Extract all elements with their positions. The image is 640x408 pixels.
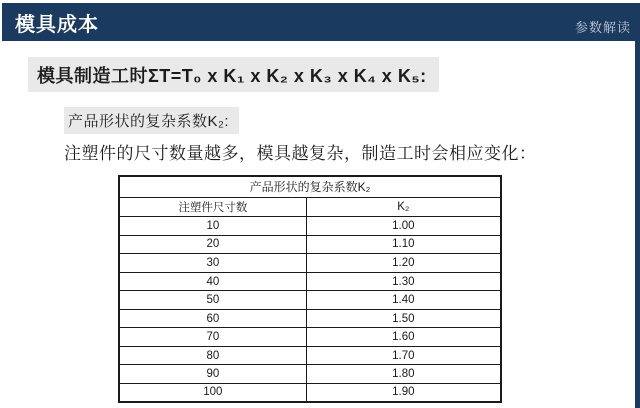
table-row [119, 272, 501, 291]
description-line: 注塑件的尺寸数量越多，模具越复杂，制造工时会相应变化： [64, 144, 537, 163]
cell-size: 10 [119, 217, 306, 236]
table-row [119, 328, 501, 347]
table-row [119, 365, 501, 384]
k2-coefficient-table [118, 175, 502, 403]
cell-k2: 1.40 [306, 291, 501, 310]
table-row [119, 254, 501, 273]
page-title: 模具成本 [15, 13, 99, 36]
table-row [119, 309, 501, 328]
cell-size: 30 [119, 254, 306, 273]
cell-size: 100 [119, 383, 306, 402]
cell-k2: 1.50 [306, 309, 501, 328]
right-edge-strip [635, 41, 640, 408]
cell-size: 60 [119, 309, 306, 328]
table-header-row [119, 197, 501, 217]
column-header-size: 注塑件尺寸数 [119, 197, 306, 217]
cell-k2: 1.90 [306, 383, 501, 402]
table-row [119, 383, 501, 402]
table-title-row [119, 176, 501, 197]
header-right-label: 参数解读 [574, 20, 631, 35]
formula-banner: 模具制造工时ΣT=T₀ x K₁ x K₂ x K₃ x K₄ x K₅: [28, 57, 439, 92]
cell-size: 40 [119, 272, 306, 291]
table-title: 产品形状的复杂系数K₂ [119, 176, 501, 197]
cell-k2: 1.10 [306, 235, 501, 254]
cell-k2: 1.20 [306, 254, 501, 273]
header-bar [2, 3, 640, 41]
cell-size: 80 [119, 346, 306, 365]
cell-size: 70 [119, 328, 306, 347]
cell-k2: 1.00 [306, 217, 501, 236]
cell-k2: 1.80 [306, 365, 501, 384]
table-row [119, 291, 501, 310]
cell-k2: 1.30 [306, 272, 501, 291]
cell-size: 90 [119, 365, 306, 384]
cell-k2: 1.70 [306, 346, 501, 365]
table-row [119, 346, 501, 365]
cell-size: 50 [119, 291, 306, 310]
table-row [119, 235, 501, 254]
cell-k2: 1.60 [306, 328, 501, 347]
subtitle-k2: 产品形状的复杂系数K₂: [64, 107, 239, 134]
table-row [119, 217, 501, 236]
column-header-k2: K₂ [306, 197, 501, 217]
cell-size: 20 [119, 235, 306, 254]
